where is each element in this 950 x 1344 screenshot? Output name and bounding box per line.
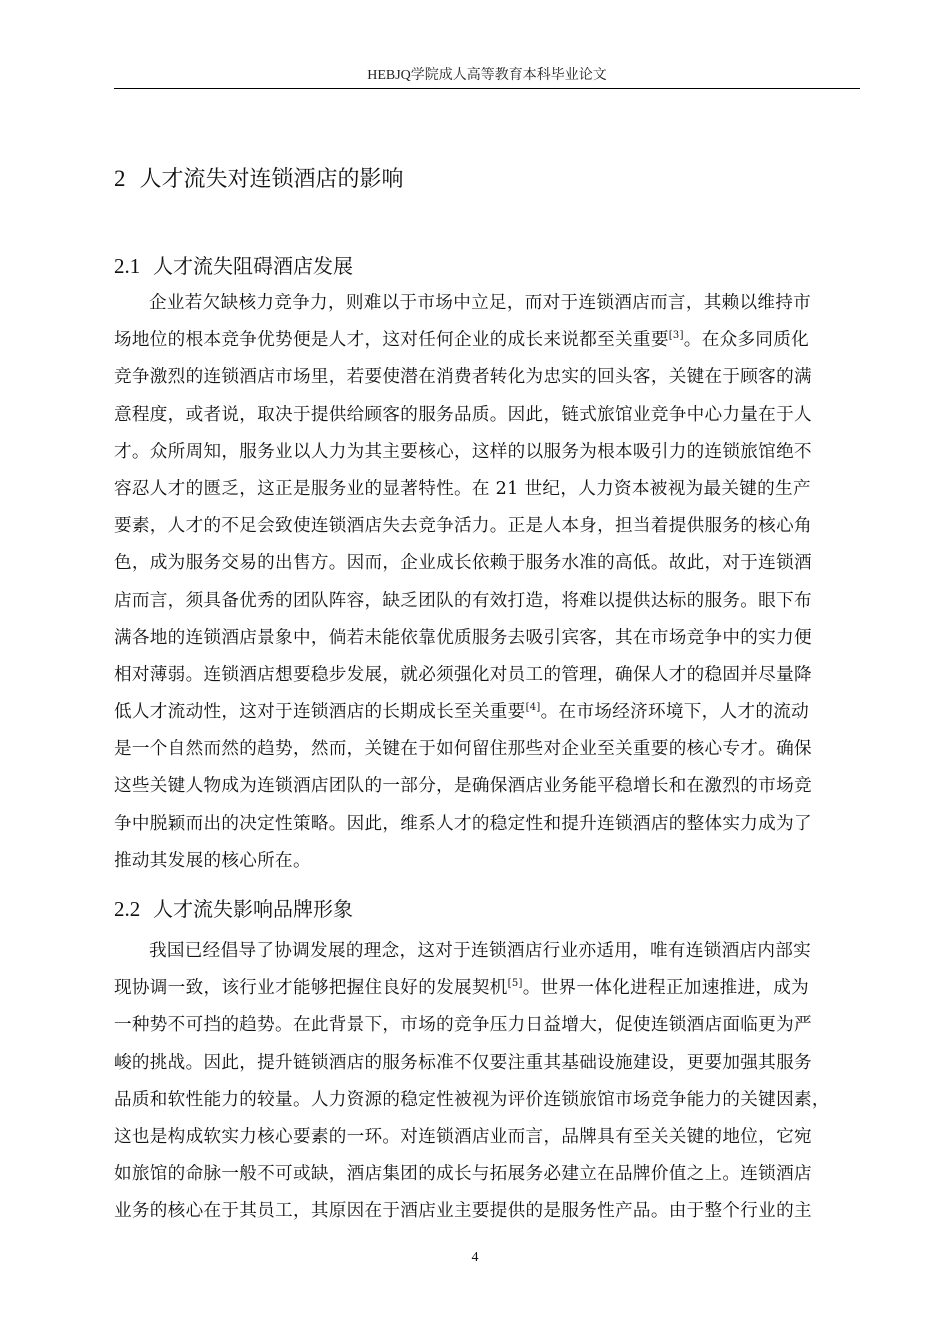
section-title: 人才流失影响品牌形象: [152, 897, 353, 921]
text-line: 推动其发展的核心所在。: [114, 850, 311, 871]
text-line: 场地位的根本竞争优势便是人才，这对任何企业的成长来说都至关重要[3]。在众多同质化: [114, 330, 810, 351]
text-line: 企业若欠缺核力竞争力，则难以于市场中立足，而对于连锁酒店而言，其赖以维持市: [149, 293, 812, 313]
text-line: 店而言，须具备优秀的团队阵容，缺乏团队的有效打造，将难以提供达标的服务。眼下布: [114, 590, 812, 611]
section-title: 人才流失阻碍酒店发展: [152, 254, 353, 278]
text-line: 业务的核心在于其员工，其原因在于酒店业主要提供的是服务性产品。由于整个行业的主: [114, 1201, 812, 1222]
running-header: HEBJQ学院成人高等教育本科毕业论文: [367, 68, 607, 83]
text-line: 满各地的连锁酒店景象中，倘若未能依靠优质服务去吸引宾客，其在市场竞争中的实力便: [114, 627, 812, 648]
citation-ref: [5]: [507, 978, 523, 990]
text-line: 我国已经倡导了协调发展的理念，这对于连锁酒店行业亦适用，唯有连锁酒店内部实: [149, 941, 812, 961]
chapter-heading: [114, 162, 404, 193]
section-2-1-paragraph: [114, 285, 862, 880]
header-rule: [114, 88, 860, 89]
text-line: 要素，人才的不足会致使连锁酒店失去竞争活力。正是人本身，担当着提供服务的核心角: [114, 516, 812, 537]
text-line: 才。众所周知，服务业以人力为其主要核心，这样的以服务为根本吸引力的连锁旅馆绝不: [114, 441, 812, 462]
text-line: 是一个自然而然的趋势，然而，关键在于如何留住那些对企业至关重要的核心专才。确保: [114, 739, 812, 760]
section-2-2-paragraph: [114, 933, 862, 1231]
chapter-title: 人才流失对连锁酒店的影响: [139, 167, 404, 192]
section-heading-2-1: [114, 250, 353, 279]
text-line: 竞争激烈的连锁酒店市场里，若要使潜在消费者转化为忠实的回头客，关键在于顾客的满: [114, 367, 812, 388]
text-line: 争中脱颖而出的决定性策略。因此，维系人才的稳定性和提升连锁酒店的整体实力成为了: [114, 813, 812, 834]
citation-ref: [3]: [668, 330, 684, 342]
chapter-number: 2: [114, 166, 126, 191]
text-line: 低人才流动性，这对于连锁酒店的长期成长至关重要[4]。在市场经济环境下，人才的流动: [114, 702, 810, 723]
text-line: 峻的挑战。因此，提升链锁酒店的服务标准不仅要注重其基础设施建设，更要加强其服务: [114, 1052, 812, 1073]
section-number: 2.2: [114, 897, 141, 921]
text-line: 色，成为服务交易的出售方。因而，企业成长依赖于服务水准的高低。故此，对于连锁酒: [114, 553, 812, 574]
section-heading-2-2: [114, 893, 353, 922]
text-line: 现协调一致，该行业才能够把握住良好的发展契机[5]。世界一体化进程正加速推进，成为: [114, 978, 810, 999]
text-line: 品质和软性能力的较量。人力资源的稳定性被视为评价连锁旅馆市场竞争能力的关键因素，: [114, 1089, 830, 1110]
text-line: 容忍人才的匮乏，这正是服务业的显著特性。在 21 世纪，人力资本被视为最关键的生产: [114, 478, 811, 499]
text-line: 如旅馆的命脉一般不可或缺，酒店集团的成长与拓展务必建立在品牌价值之上。连锁酒店: [114, 1164, 812, 1185]
text-line: 相对薄弱。连锁酒店想要稳步发展，就必须强化对员工的管理，确保人才的稳固并尽量降: [114, 664, 812, 685]
citation-ref: [4]: [525, 702, 541, 714]
text-line: 这也是构成软实力核心要素的一环。对连锁酒店业而言，品牌具有至关关键的地位，它宛: [114, 1126, 812, 1147]
text-line: 这些关键人物成为连锁酒店团队的一部分，是确保酒店业务能平稳增长和在激烈的市场竞: [114, 776, 812, 797]
section-number: 2.1: [114, 254, 141, 278]
text-line: 意程度，或者说，取决于提供给顾客的服务品质。因此，链式旅馆业竞争中心力量在于人: [114, 404, 812, 425]
text-line: 一种势不可挡的趋势。在此背景下，市场的竞争压力日益增大，促使连锁酒店面临更为严: [114, 1015, 812, 1036]
page-number: 4: [471, 1250, 479, 1265]
